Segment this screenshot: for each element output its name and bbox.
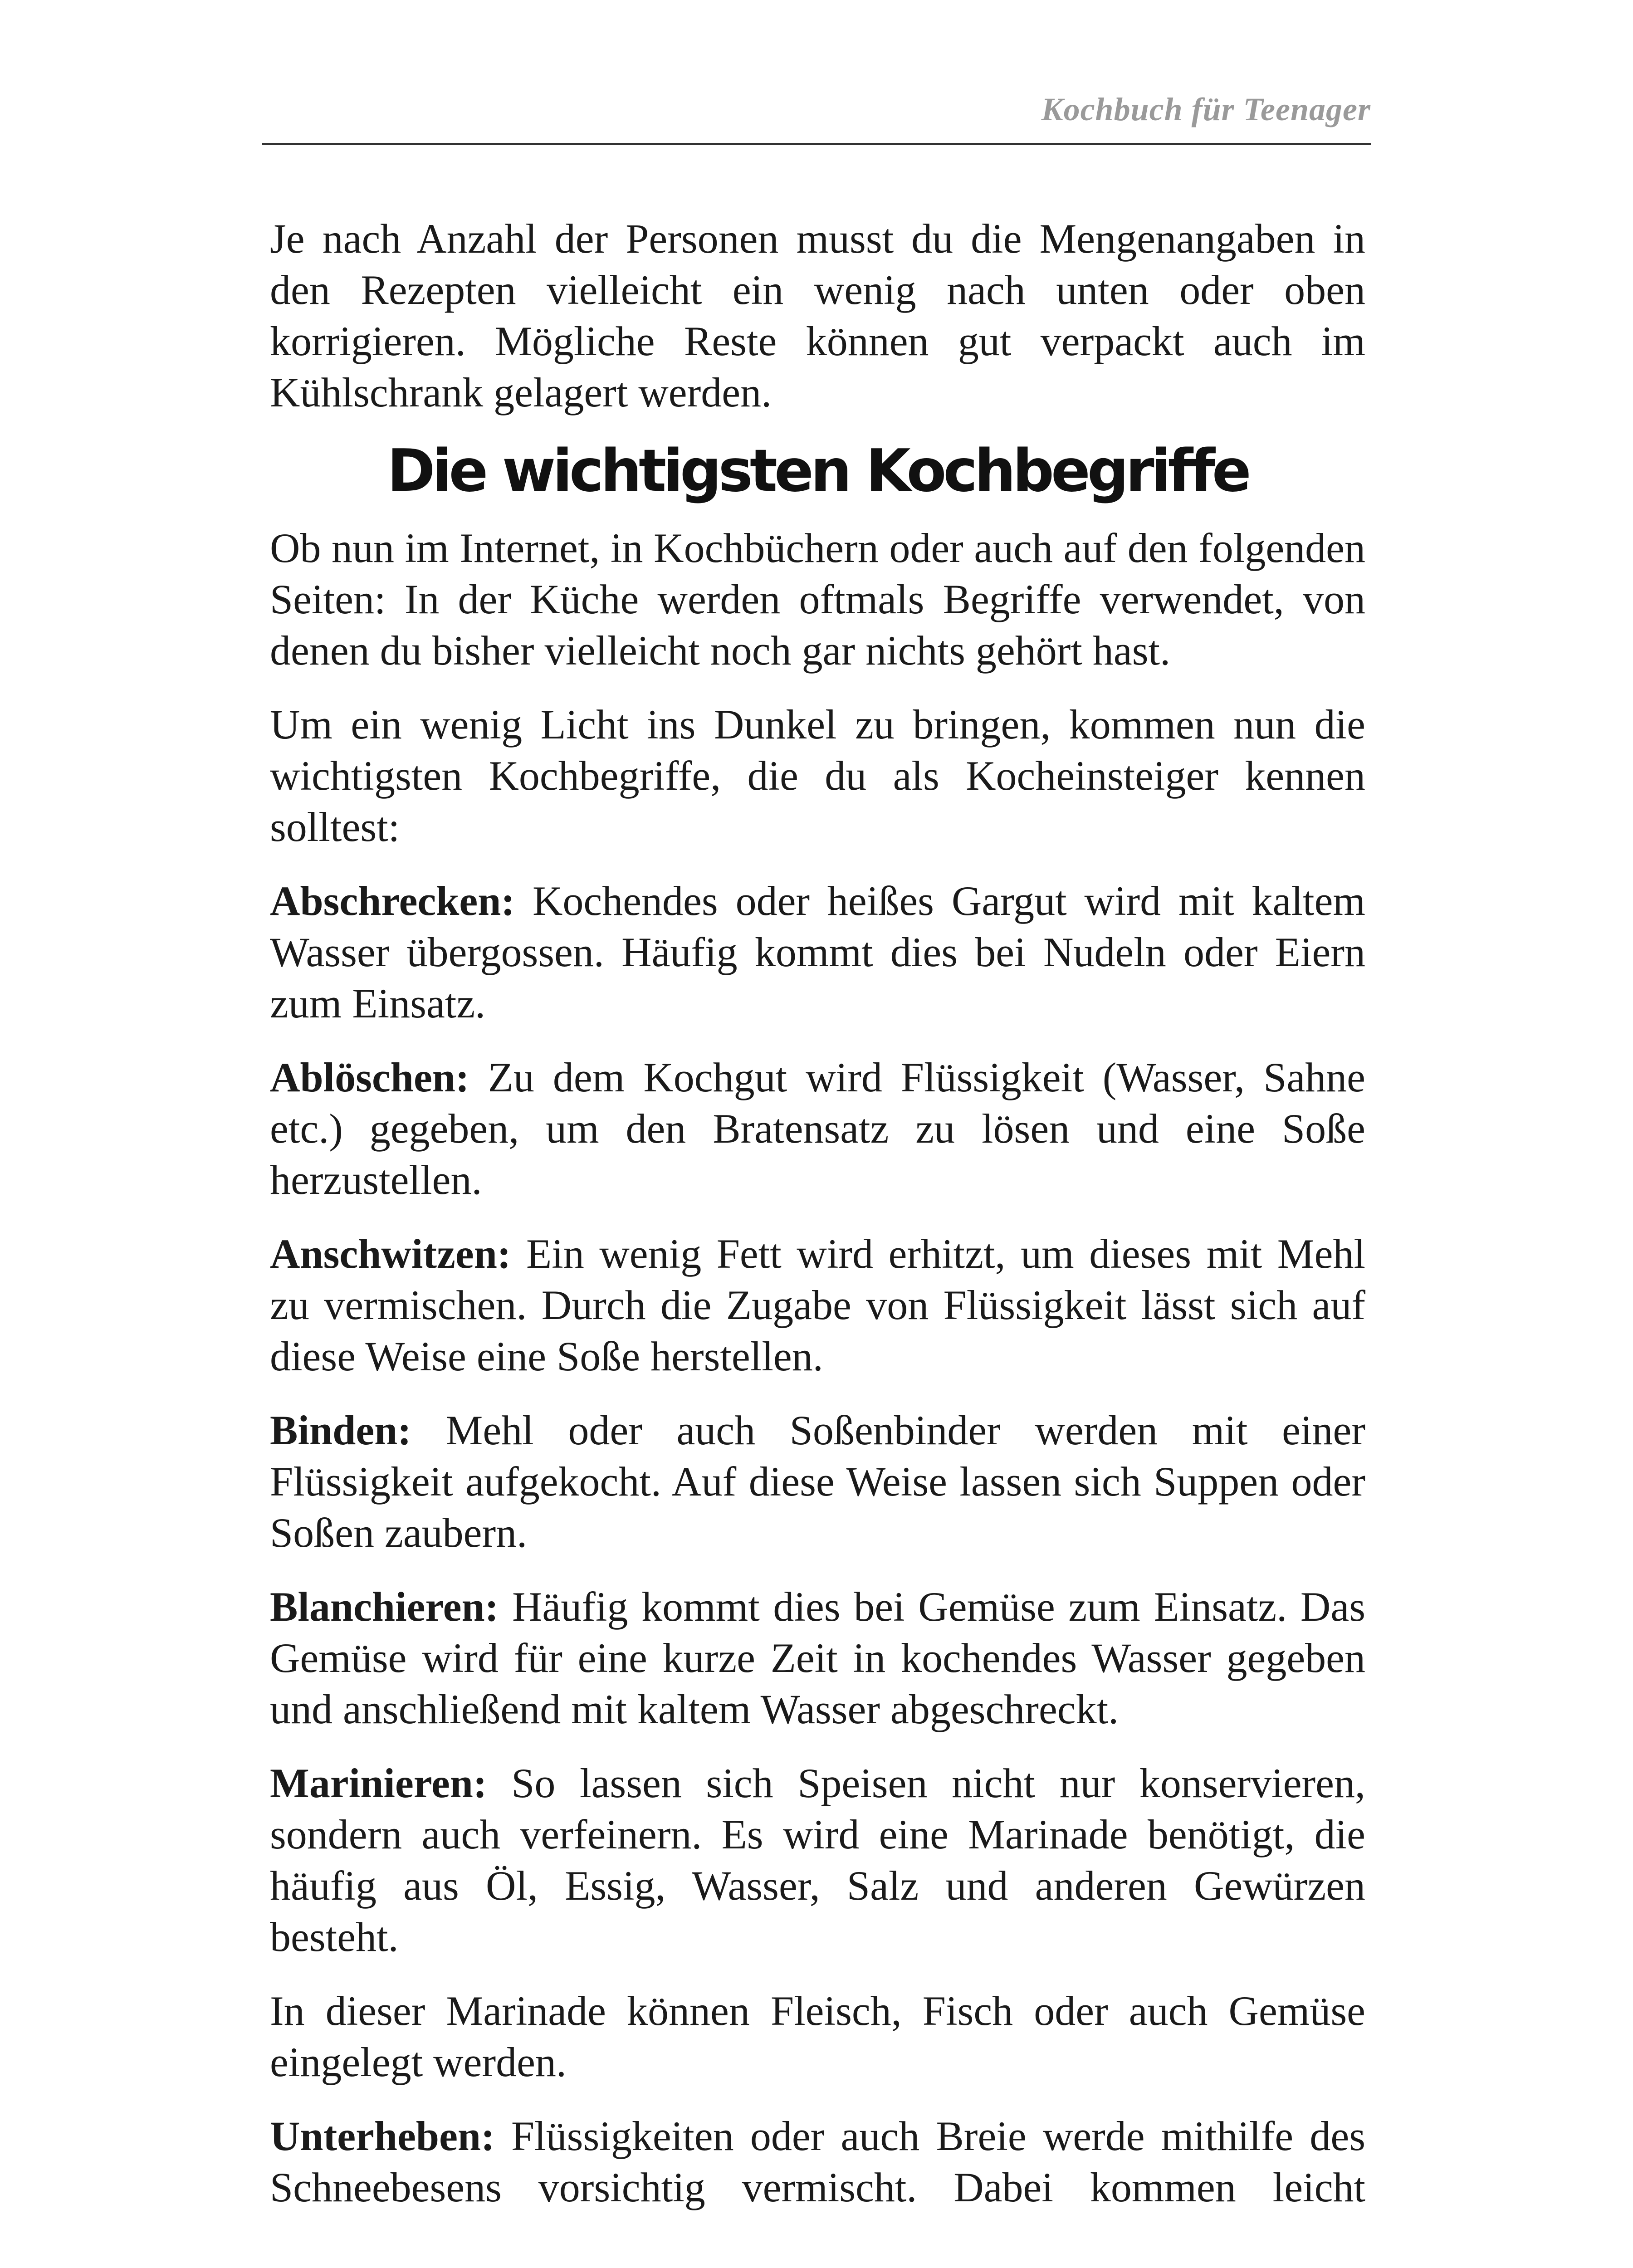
term-label: Unterheben: (270, 2113, 495, 2159)
marinade-note-paragraph: In dieser Marinade können Fleisch, Fisch oder auch Gemüse eingelegt werden. (270, 1988, 1365, 2085)
header-divider (262, 143, 1371, 145)
term-definition: Häufig kommt dies bei Gemüse zum Einsatz. Das Gemüse wird für eine kurze Zeit in kochendes Wasser gegeben und anschließend mit kaltem Wasser abgeschreckt. (270, 1584, 1365, 1732)
section-paragraph-2: Um ein wenig Licht ins Dunkel zu bringen, kommen nun die wichtigsten Kochbegriffe, die du als Kocheinsteiger kennen solltest: (270, 701, 1365, 850)
term-label: Binden: (270, 1407, 411, 1453)
running-header-title: Kochbuch für Teenager (1041, 91, 1371, 127)
term-entry-abschrecken (270, 875, 1365, 1029)
term-entry-unterheben (270, 2111, 1365, 2213)
term-label: Anschwitzen: (270, 1231, 511, 1277)
section-paragraph-1: Ob nun im Internet, in Kochbüchern oder auch auf den folgenden Seiten: In der Küche werden oftmals Begriffe verwendet, von denen du bisher vielleicht noch gar nichts gehört hast. (270, 525, 1365, 674)
term-entry-anschwitzen (270, 1228, 1365, 1382)
term-definition: Flüssigkeiten oder auch Breie werde mithilfe des Schneebesens vorsichtig vermischt. Dabei kommen leicht (270, 2113, 1365, 2210)
term-definition: Kochendes oder heißes Gargut wird mit kaltem Wasser übergossen. Häufig kommt dies bei Nudeln oder Eiern zum Einsatz. (270, 878, 1365, 1026)
term-label: Abschrecken: (270, 878, 515, 924)
term-label: Blanchieren: (270, 1584, 499, 1630)
intro-paragraph: Je nach Anzahl der Personen musst du die Mengenangaben in den Rezepten vielleicht ein wenig nach unten oder oben korrigieren. Mögliche Reste können gut verpackt auch im Kühlschrank gelagert werden. (270, 215, 1365, 415)
term-label: Ablöschen: (270, 1054, 469, 1100)
term-definition: Mehl oder auch Soßenbinder werden mit einer Flüssigkeit aufgekocht. Auf diese Weise lassen sich Suppen oder Soßen zaubern. (270, 1407, 1365, 1556)
term-definition: So lassen sich Speisen nicht nur konservieren, sondern auch verfeinern. Es wird eine Marinade benötigt, die häufig aus Öl, Essig, Wasser, Salz und anderen Gewürzen besteht. (270, 1760, 1365, 1960)
section-heading: Die wichtigsten Kochbegriffe (387, 437, 1248, 505)
term-definition: Ein wenig Fett wird erhitzt, um dieses mit Mehl zu vermischen. Durch die Zugabe von Flüssigkeit lässt sich auf diese Weise eine Soße herstellen. (270, 1231, 1365, 1379)
term-entry-marinieren (270, 1758, 1365, 1963)
term-entry-binden (270, 1405, 1365, 1559)
term-entry-blanchieren (270, 1581, 1365, 1735)
term-entry-abloeschen (270, 1052, 1365, 1206)
page-content (270, 213, 1365, 2236)
term-label: Marinieren: (270, 1760, 487, 1806)
term-definition: Zu dem Kochgut wird Flüssigkeit (Wasser, Sahne etc.) gegeben, um den Bratensatz zu lösen und eine Soße herzustellen. (270, 1054, 1365, 1203)
